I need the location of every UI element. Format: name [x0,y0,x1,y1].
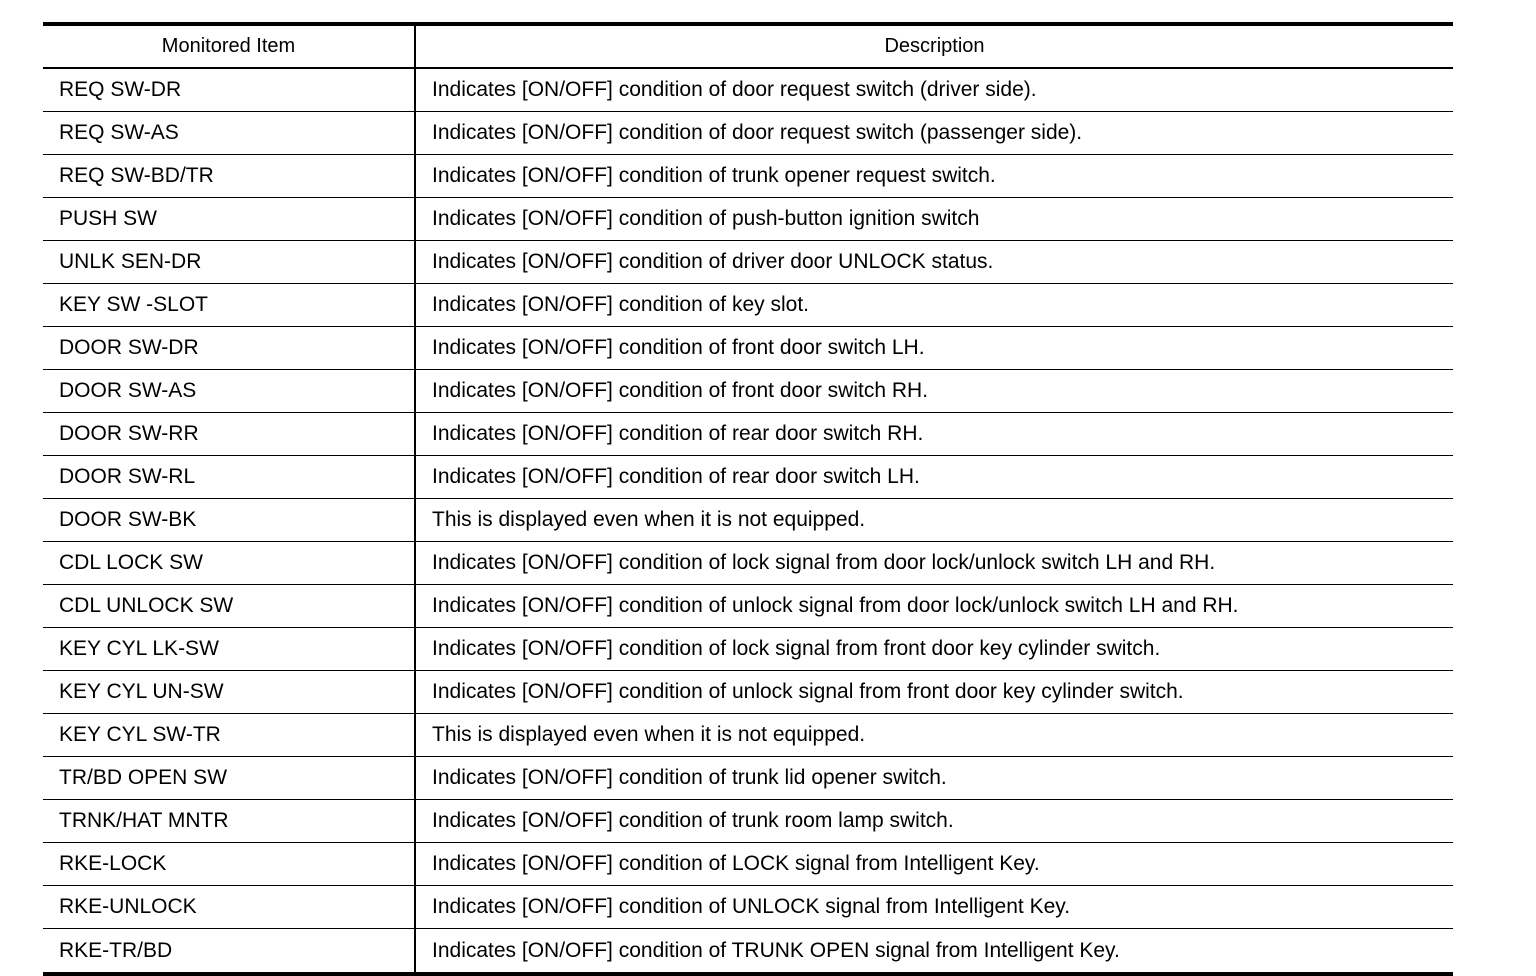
description-cell: Indicates [ON/OFF] condition of TRUNK OPEN signal from Intelligent Key. [432,938,1120,962]
table-row [43,671,1453,714]
header-monitored-item: Monitored Item [43,26,416,67]
monitored-item-cell: TRNK/HAT MNTR [43,800,416,842]
table-row [43,69,1453,112]
description-cell: Indicates [ON/OFF] condition of front door switch RH. [432,379,929,402]
description-cell: Indicates [ON/OFF] condition of rear door switch LH. [432,465,920,488]
monitored-item-cell: DOOR SW-BK [43,499,416,541]
description-cell: Indicates [ON/OFF] condition of trunk lid opener switch. [432,766,947,789]
table-row [43,843,1453,886]
table-row [43,757,1453,800]
monitored-item-cell: REQ SW-AS [43,112,416,154]
description-cell: This is displayed even when it is not equipped. [432,723,866,746]
description-cell: Indicates [ON/OFF] condition of lock signal from door lock/unlock switch LH and RH. [432,551,1216,574]
description-cell: Indicates [ON/OFF] condition of lock signal from front door key cylinder switch. [432,637,1161,660]
monitored-item-cell: KEY CYL UN-SW [43,671,416,713]
monitored-item-cell: KEY CYL SW-TR [43,714,416,756]
description-cell: Indicates [ON/OFF] condition of door request switch (passenger side). [432,121,1083,144]
table-row [43,112,1453,155]
monitored-item-cell: KEY CYL LK-SW [43,628,416,670]
table-row [43,800,1453,843]
table-row [43,628,1453,671]
description-cell: Indicates [ON/OFF] condition of key slot. [432,293,809,316]
table-row [43,456,1453,499]
monitored-item-cell: DOOR SW-AS [43,370,416,412]
table-row [43,542,1453,585]
description-cell: Indicates [ON/OFF] condition of trunk opener request switch. [432,164,996,187]
description-cell: Indicates [ON/OFF] condition of driver door UNLOCK status. [432,250,994,273]
monitored-item-cell: REQ SW-BD/TR [43,155,416,197]
monitored-item-cell: RKE-LOCK [43,843,416,885]
table-row [43,886,1453,929]
monitored-item-cell: KEY SW -SLOT [43,284,416,326]
description-cell: This is displayed even when it is not equipped. [432,508,866,531]
monitored-item-cell: DOOR SW-RL [43,456,416,498]
monitor-item-table [43,22,1453,976]
monitored-item-cell: TR/BD OPEN SW [43,757,416,799]
description-cell: Indicates [ON/OFF] condition of unlock signal from front door key cylinder switch. [432,680,1184,703]
description-cell: Indicates [ON/OFF] condition of push-button ignition switch [432,207,980,230]
table-row [43,714,1453,757]
description-cell: Indicates [ON/OFF] condition of door request switch (driver side). [432,78,1037,101]
monitored-item-cell: REQ SW-DR [43,69,416,111]
description-cell: Indicates [ON/OFF] condition of unlock signal from door lock/unlock switch LH and RH. [432,594,1239,617]
header-description: Description [884,35,985,57]
table-row [43,370,1453,413]
table-row [43,284,1453,327]
table-row [43,499,1453,542]
description-cell: Indicates [ON/OFF] condition of front door switch LH. [432,336,925,359]
monitored-item-cell: RKE-TR/BD [43,929,416,972]
table-row [43,929,1453,972]
description-cell: Indicates [ON/OFF] condition of UNLOCK signal from Intelligent Key. [432,895,1071,918]
table-row [43,585,1453,628]
table-row [43,413,1453,456]
monitored-item-cell: DOOR SW-RR [43,413,416,455]
monitored-item-cell: CDL LOCK SW [43,542,416,584]
monitored-item-cell: PUSH SW [43,198,416,240]
monitored-item-cell: RKE-UNLOCK [43,886,416,928]
description-cell: Indicates [ON/OFF] condition of trunk room lamp switch. [432,809,954,832]
table-row [43,241,1453,284]
monitored-item-cell: DOOR SW-DR [43,327,416,369]
monitored-item-cell: UNLK SEN-DR [43,241,416,283]
table-body [43,69,1453,972]
table-row [43,155,1453,198]
description-cell: Indicates [ON/OFF] condition of rear door switch RH. [432,422,924,445]
table-row [43,327,1453,370]
table-header-row [43,26,1453,69]
monitored-item-cell: CDL UNLOCK SW [43,585,416,627]
table-row [43,198,1453,241]
description-cell: Indicates [ON/OFF] condition of LOCK signal from Intelligent Key. [432,852,1040,875]
